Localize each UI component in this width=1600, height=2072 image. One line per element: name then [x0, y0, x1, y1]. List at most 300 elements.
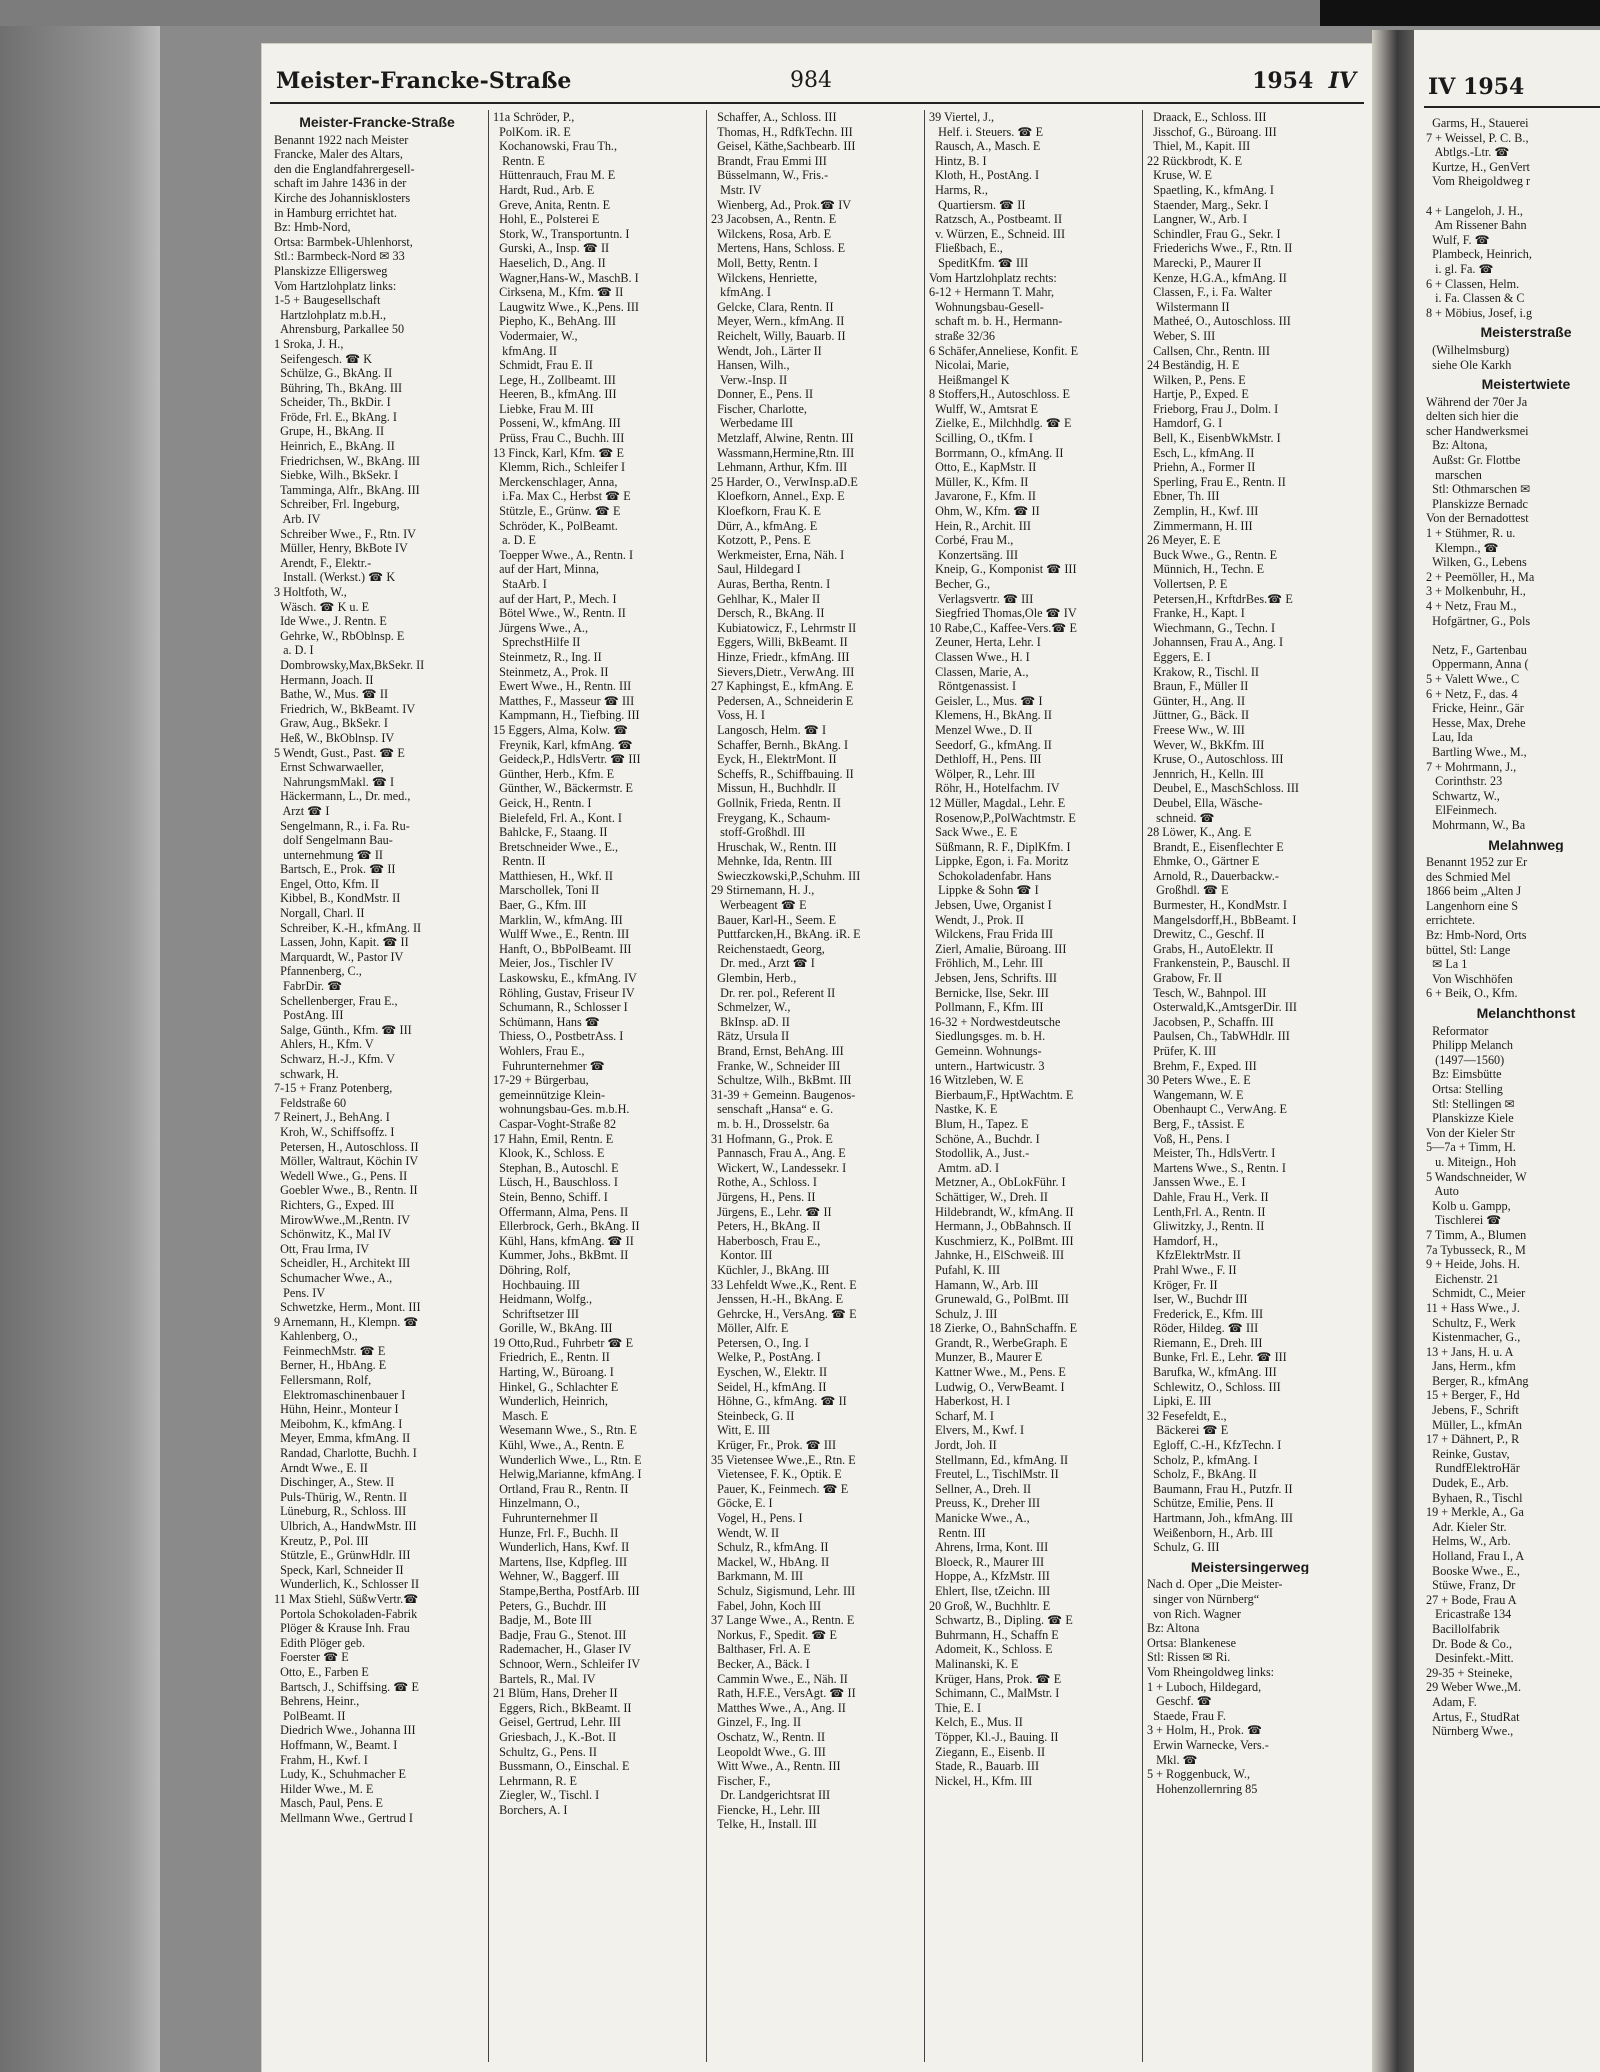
directory-line: Harting, W., Büroang. I — [493, 1365, 614, 1380]
directory-line: 6 + Netz, F., das. 4 — [1426, 686, 1518, 701]
directory-line: Hardt, Rud., Arb. E — [493, 182, 595, 197]
directory-line: Ernst Schwarwaeller, — [274, 760, 384, 775]
directory-line: Badje, M., Bote III — [493, 1613, 592, 1628]
directory-line: Jisschof, G., Büroang. III — [1147, 124, 1277, 139]
directory-line: Moll, Betty, Rentn. I — [711, 255, 818, 270]
directory-line: Ziegler, W., Tischl. I — [493, 1788, 600, 1803]
directory-line: Schultz, G., Pens. II — [493, 1744, 597, 1759]
directory-line: Kröger, Fr. II — [1147, 1277, 1218, 1292]
directory-line: Matthes Wwe., A., Ang. II — [711, 1700, 846, 1715]
column-3 — [706, 110, 921, 2062]
directory-line: Hohenzollernring 85 — [1147, 1781, 1258, 1796]
directory-line: Bz: Altona, — [1426, 438, 1488, 453]
directory-line: schwark, H. — [274, 1066, 339, 1081]
directory-line: Wickert, W., Landessekr. I — [711, 1160, 847, 1175]
directory-line: Langosch, Helm. ☎ I — [711, 722, 827, 737]
directory-line: Meyer, Emma, kfmAng. II — [274, 1431, 411, 1446]
running-head — [270, 62, 1364, 104]
directory-line: Fließbach, E., — [929, 241, 1003, 256]
directory-line: Helf. i. Steuers. ☎ E — [929, 124, 1044, 139]
directory-line: 9 Arnemann, H., Klempn. ☎ — [274, 1314, 419, 1329]
directory-line: Welke, P., PostAng. I — [711, 1350, 821, 1365]
directory-line: Lüsch, H., Bauschloss. I — [493, 1175, 618, 1190]
directory-line: Stade, R., Bauarb. III — [929, 1759, 1039, 1774]
directory-line: Lippke & Sohn ☎ I — [929, 883, 1039, 898]
directory-line: Stein, Benno, Schiff. I — [493, 1189, 608, 1204]
directory-line: Göcke, E. I — [711, 1496, 773, 1511]
directory-line: Weißenborn, H., Arb. III — [1147, 1525, 1273, 1540]
directory-line: Mehnke, Ida, Rentn. III — [711, 854, 833, 869]
directory-line: Brehm, F., Exped. III — [1147, 1058, 1257, 1073]
directory-line: Geisel, Gertrud, Lehr. III — [493, 1715, 621, 1730]
directory-line: Brandt, Frau Emmi III — [711, 153, 827, 168]
directory-line: Steinbeck, G. II — [711, 1408, 795, 1423]
directory-line: Döhring, Rolf, — [493, 1262, 571, 1277]
directory-line: Hinzelmann, O., — [493, 1496, 580, 1511]
directory-line: Bartsch, E., Prok. ☎ II — [274, 862, 396, 877]
directory-line: 19 Otto,Rud., Fuhrbetr ☎ E — [493, 1335, 634, 1350]
directory-line: gemeinnützige Klein- — [493, 1087, 606, 1102]
directory-line: 17-29 + Bürgerbau, — [493, 1073, 589, 1088]
directory-line: Martens Wwe., S., Rentn. I — [1147, 1160, 1286, 1175]
directory-line: Witt Wwe., A., Rentn. III — [711, 1759, 841, 1774]
directory-page-984 — [262, 44, 1372, 2072]
directory-line: Benannt 1922 nach Meister — [274, 132, 409, 147]
directory-line: Kochanowski, Frau Th., — [493, 139, 618, 154]
directory-line: Schwartz, W., — [1426, 788, 1500, 803]
directory-line: Schaffer, Bernh., BkAng. I — [711, 737, 849, 752]
directory-line: 30 Peters Wwe., E. E — [1147, 1073, 1251, 1088]
directory-line: Frankenstein, P., Bauschl. II — [1147, 956, 1291, 971]
directory-line: Heißmangel K — [929, 372, 1010, 387]
directory-line: Vom Hartzlohplatz links: — [274, 278, 397, 293]
directory-line: Foerster ☎ E — [274, 1650, 349, 1665]
directory-line: Zielke, E., Milchhdlg. ☎ E — [929, 416, 1072, 431]
directory-line: Kahlenberg, O., — [274, 1329, 358, 1344]
directory-line: Stork, W., Transportuntn. I — [493, 226, 630, 241]
directory-line: Pauer, K., Feinmech. ☎ E — [711, 1481, 849, 1496]
directory-line: Marschollek, Toni II — [493, 883, 600, 898]
directory-line: Vom Rheigoldweg r — [1426, 174, 1531, 189]
directory-line: Hanft, O., BbPolBeamt. III — [493, 941, 632, 956]
directory-line: Gemeinn. Wohnungs- — [929, 1044, 1042, 1058]
directory-line: Siegfried Thomas,Ole ☎ IV — [929, 606, 1077, 621]
directory-line: Lehrmann, R. E — [493, 1773, 577, 1788]
directory-line: Franke, W., Schneider III — [711, 1058, 841, 1073]
directory-line: Gurski, A., Insp. ☎ II — [493, 241, 610, 256]
directory-line: 6 Schäfer,Anneliese, Konfit. E — [929, 343, 1079, 358]
directory-line: Klook, K., Schloss. E — [493, 1146, 605, 1161]
directory-line: Eggers, Rich., BkBeamt. II — [493, 1700, 632, 1715]
directory-line: Vom Rheingoldweg links: — [1147, 1664, 1275, 1679]
directory-line: Mkl. ☎ — [1147, 1752, 1198, 1767]
directory-line: Hofgärtner, G., Pols — [1426, 613, 1531, 628]
directory-line: Von der Bernadottest — [1426, 511, 1529, 526]
directory-line: Oppermann, Anna ( — [1426, 657, 1529, 672]
directory-line: Freese Ww., W. III — [1147, 722, 1245, 737]
directory-line: Jürgens Wwe., A., — [493, 620, 589, 635]
directory-line: Petersen,H., KrftdrBes.☎ E — [1147, 591, 1293, 606]
street-heading: Meistersingerweg — [1190, 1559, 1310, 1575]
directory-line: Bahlcke, F., Staang. II — [493, 825, 608, 840]
directory-line: senschaft „Hansa“ e. G. — [711, 1102, 834, 1117]
directory-line: Freygang, K., Schaum- — [711, 810, 831, 825]
directory-line: Liebke, Frau M. III — [493, 401, 594, 416]
directory-line: Braun, F., Müller II — [1147, 679, 1249, 694]
directory-line: Hein, R., Archit. III — [929, 518, 1031, 533]
directory-line: Thiel, M., Kapit. III — [1147, 139, 1251, 154]
directory-line: Tamminga, Alfr., BkAng. III — [274, 482, 420, 497]
directory-line: Osterwald,K.,AmtsgerDir. III — [1147, 1000, 1297, 1015]
directory-line: Esch, L., kfmAng. II — [1147, 445, 1255, 460]
directory-line: Pens. IV — [274, 1285, 326, 1300]
directory-line: Schlewitz, O., Schloss. III — [1147, 1379, 1281, 1394]
directory-line: Johannsen, Frau A., Ang. I — [1147, 635, 1284, 650]
directory-line: Corbé, Frau M., — [929, 533, 1014, 548]
directory-line: SprechstHilfe II — [493, 635, 581, 650]
directory-line: Hartmann, Joh., kfmAng. III — [1147, 1511, 1293, 1525]
directory-line: SpeditKfm. ☎ III — [929, 255, 1029, 270]
directory-line: Schumacher Wwe., A., — [274, 1270, 393, 1285]
directory-line: Röder, Hildeg. ☎ III — [1147, 1321, 1259, 1336]
directory-line: Planskizze Kiele — [1426, 1111, 1514, 1126]
directory-line: Stephan, B., Autoschl. E — [493, 1160, 619, 1175]
directory-line: 9 + Heide, Johs. H. — [1426, 1257, 1520, 1272]
directory-line: 8 Stoffers,H., Autoschloss. E — [929, 387, 1070, 402]
directory-line: Plöger & Krause Inh. Frau — [274, 1621, 410, 1636]
directory-line: Wangemann, W. E — [1147, 1087, 1244, 1102]
directory-line: Kloefkorn, Frau K. E — [711, 504, 822, 519]
directory-line: Voß, H., Pens. I — [1147, 1131, 1230, 1146]
directory-line: Planskizze Bernadc — [1426, 496, 1528, 511]
directory-line: m. b. H., Drosselstr. 6a — [711, 1116, 830, 1131]
directory-line: Hinze, Friedr., kfmAng. III — [711, 649, 850, 664]
directory-line: Küchler, J., BkAng. III — [711, 1262, 830, 1277]
directory-line: Wiechmann, G., Techn. I — [1147, 620, 1276, 635]
street-heading: Melahnweg — [1488, 837, 1564, 853]
directory-line: Borrmann, O., kfmAng. II — [929, 445, 1064, 460]
directory-line: Edith Plöger geb. — [274, 1635, 366, 1650]
directory-line: errichtete. — [1426, 913, 1476, 928]
directory-line: Jenssen, H.-H., BkAng. E — [711, 1292, 844, 1307]
directory-line: PolBeamt. II — [274, 1708, 346, 1723]
directory-line: Kreutz, P., Pol. III — [274, 1533, 369, 1548]
directory-line: Hintz, B. I — [929, 153, 987, 168]
directory-line: Fellersmann, Rolf, — [274, 1373, 372, 1388]
directory-line: Laskowsku, E., kfmAng. IV — [493, 971, 637, 986]
directory-line: Gehrke, W., RbOblnsp. E — [274, 628, 405, 643]
directory-line: Berner, H., HbAng. E — [274, 1358, 387, 1373]
directory-line: Krakow, R., Tischl. II — [1147, 664, 1259, 679]
directory-line: Balthaser, Frl. A. E — [711, 1642, 811, 1657]
directory-line: Gorille, W., BkAng. III — [493, 1321, 613, 1336]
directory-line: 11a Schröder, P., — [493, 110, 575, 124]
directory-line: Wulf, F. ☎ — [1426, 232, 1490, 247]
directory-line: singer von Nürnberg“ — [1147, 1591, 1260, 1606]
directory-line: 11 + Hass Wwe., J. — [1426, 1300, 1520, 1315]
directory-line: Kubiatowicz, F., Lehrmstr II — [711, 620, 857, 635]
directory-line: Draack, E., Schloss. III — [1147, 110, 1267, 124]
directory-line: von Rich. Wagner — [1147, 1606, 1241, 1621]
directory-line: Reinke, Gustav, — [1426, 1446, 1510, 1461]
directory-line: Hüttenrauch, Frau M. E — [493, 168, 616, 183]
directory-line: Ludwig, O., VerwBeamt. I — [929, 1379, 1065, 1394]
directory-line: Friedrich, W., BkBeamt. IV — [274, 701, 416, 716]
directory-line: Masch, Paul, Pens. E — [274, 1796, 384, 1811]
directory-line: Zimmermann, H. III — [1147, 518, 1253, 533]
directory-line: 7 + Weissel, P. C. B., — [1426, 130, 1529, 145]
directory-line: auf der Hart, Minna, — [493, 562, 599, 577]
directory-line: Eichenstr. 21 — [1426, 1271, 1499, 1286]
directory-line: Stützle, E., GrünwHdlr. III — [274, 1548, 411, 1563]
directory-line: Zeuner, Herta, Lehr. I — [929, 635, 1041, 650]
directory-line: 32 Fesefeldt, E., — [1147, 1408, 1227, 1423]
directory-line: Heidmann, Wolfg., — [493, 1292, 592, 1307]
directory-line: Schindler, Frau G., Sekr. I — [1147, 226, 1281, 241]
directory-line: Günter, H., Ang. II — [1147, 693, 1246, 708]
directory-line: Schwarz, H.-J., Kfm. V — [274, 1052, 395, 1066]
directory-line: 5 Wandschneider, W — [1426, 1169, 1527, 1184]
directory-line: 7 Reinert, J., BehAng. I — [274, 1110, 390, 1125]
directory-line: 1866 beim „Alten J — [1426, 884, 1522, 899]
directory-line: Arndt Wwe., E. II — [274, 1460, 368, 1475]
directory-line: 3 Holtfoth, W., — [274, 585, 347, 599]
scan-background-left — [0, 0, 160, 2072]
directory-line: Meyer, Wern., kfmAng. II — [711, 314, 845, 329]
directory-line: Rentn. E — [493, 153, 545, 168]
directory-line: auf der Hart, P., Mech. I — [493, 591, 617, 606]
directory-line: Ohm, W., Kfm. ☎ II — [929, 504, 1040, 519]
directory-line: 28 Löwer, K., Ang. E — [1147, 825, 1252, 840]
directory-line: Puls-Thürig, W., Rentn. II — [274, 1489, 408, 1504]
directory-line: Stl: Rissen ✉ Ri. — [1147, 1650, 1231, 1665]
directory-line: Richters, G., Exped. III — [274, 1197, 395, 1212]
directory-line: Schultze, Wilh., BkBmt. III — [711, 1073, 852, 1088]
directory-line: Grupe, H., BkAng. II — [274, 424, 385, 439]
directory-line: Kibbel, B., KondMstr. II — [274, 891, 401, 906]
directory-line: Schmidt, Frau E. II — [493, 358, 593, 373]
directory-line: 8 + Möbius, Josef, i.g — [1426, 305, 1533, 320]
directory-line: Wilken, G., Lebens — [1426, 555, 1527, 570]
directory-columns — [270, 110, 1364, 2062]
directory-line: Iser, W., Buchdr III — [1147, 1292, 1248, 1307]
directory-line: Ortsa: Barmbek-Uhlenhorst, — [274, 234, 413, 249]
directory-line: Am Rissener Bahn — [1426, 218, 1527, 233]
directory-line: Wendt, W. II — [711, 1525, 780, 1540]
directory-line: Munzer, B., Maurer E — [929, 1350, 1043, 1365]
directory-line: 7 + Mohrmann, J., — [1426, 759, 1517, 774]
directory-line: Stampe,Bertha, PostfArb. III — [493, 1583, 640, 1598]
directory-line: Portola Schokoladen-Fabrik — [274, 1606, 418, 1621]
directory-line: Wever, W., BkKfm. III — [1147, 737, 1265, 752]
directory-line: Pollmann, F., Kfm. III — [929, 1000, 1044, 1015]
directory-line: Pedersen, A., Schneiderin E — [711, 693, 854, 708]
directory-line: Callsen, Chr., Rentn. III — [1147, 343, 1270, 358]
running-head-year-volume — [1252, 68, 1356, 94]
directory-line: Wehner, W., Baggerf. III — [493, 1569, 620, 1584]
directory-line: Bauer, Karl-H., Seem. E — [711, 912, 837, 927]
directory-line: Blum, H., Tapez. E — [929, 1116, 1029, 1131]
directory-line: Diedrich Wwe., Johanna III — [274, 1723, 416, 1738]
directory-line: 1 + Luboch, Hildegard, — [1147, 1679, 1262, 1694]
directory-line: Rosenow,P.,PolWachtmstr. E — [929, 810, 1076, 825]
directory-line: Reichenstaedt, Georg, — [711, 941, 825, 956]
directory-line: Röntgenassist. I — [929, 679, 1017, 694]
directory-line: Greve, Anita, Rentn. E — [493, 197, 611, 212]
directory-line: Brandt, E., Eisenflechter E — [1147, 839, 1284, 854]
directory-line: Höhne, G., kfmAng. ☎ II — [711, 1394, 847, 1409]
directory-line: Matthes, F., Masseur ☎ III — [493, 693, 635, 708]
directory-line: Geick, H., Rentn. I — [493, 795, 592, 810]
directory-line: Bacillolfabrik — [1426, 1621, 1500, 1636]
directory-line: Schreiber, Frl. Ingeburg, — [274, 497, 400, 512]
directory-line: Ortsa: Blankenese — [1147, 1635, 1237, 1650]
directory-line: Schütze, Emilie, Pens. II — [1147, 1496, 1274, 1511]
directory-line: büttel, Stl: Lange — [1426, 942, 1511, 957]
directory-line: Stützle, E., Grünw. ☎ E — [493, 504, 621, 519]
directory-line: Buhrmann, H., Schaffn E — [929, 1627, 1059, 1642]
directory-line: Saul, Hildegard I — [711, 562, 801, 577]
directory-line: Fuhrunternehmer II — [493, 1511, 598, 1525]
directory-line: Goebler Wwe., B., Rentn. II — [274, 1183, 418, 1198]
directory-line: Vodermaier, W., — [493, 328, 578, 343]
directory-line: Hamdorf, H., — [1147, 1233, 1219, 1248]
directory-line: Reichelt, Willy, Bauarb. II — [711, 328, 846, 343]
directory-line: Schulz, Sigismund, Lehr. III — [711, 1583, 856, 1598]
directory-line: Rothe, A., Schloss. I — [711, 1175, 817, 1190]
directory-line: Schulz, G. III — [1147, 1540, 1220, 1555]
directory-line: kfmAng. I — [711, 285, 771, 300]
directory-line: Kirche des Johannisklosters — [274, 190, 411, 205]
directory-line: Großhdl. ☎ E — [1147, 883, 1229, 898]
directory-line: PostAng. III — [274, 1008, 344, 1023]
directory-line: Stl: Stellingen ✉ — [1426, 1096, 1515, 1111]
directory-line: Rentn. III — [929, 1525, 986, 1540]
directory-line: Nickel, H., Kfm. III — [929, 1773, 1033, 1788]
directory-line: Matthiesen, H., Wkf. II — [493, 868, 613, 883]
directory-line: 31-39 + Gemeinn. Baugenos- — [711, 1087, 856, 1102]
directory-line: Mackel, W., HbAng. II — [711, 1554, 830, 1569]
directory-line: Vollertsen, P. E — [1147, 577, 1228, 591]
directory-line: Ellerbrock, Gerh., BkAng. II — [493, 1219, 640, 1234]
directory-line: Riemann, E., Dreh. III — [1147, 1335, 1263, 1350]
directory-line: Eggers, E. I — [1147, 649, 1211, 664]
directory-line: FabrDir. ☎ — [274, 979, 343, 994]
directory-line: Kistenmacher, G., — [1426, 1330, 1521, 1345]
directory-line: Jordt, Joh. II — [929, 1438, 997, 1453]
directory-line: Kontor. III — [711, 1248, 773, 1263]
directory-line: 27 Kaphingst, E., kfmAng. E — [711, 679, 854, 694]
directory-line: Verw.-Insp. II — [711, 372, 788, 387]
directory-line: schneid. ☎ — [1147, 810, 1215, 825]
directory-line: Mohrmann, W., Ba — [1426, 817, 1526, 832]
directory-line: Pfannenberg, C., — [274, 964, 362, 979]
directory-line: Harms, R., — [929, 182, 988, 197]
directory-line: Barkmann, M. III — [711, 1569, 804, 1584]
column-2 — [488, 110, 703, 2062]
directory-line: Arzt ☎ I — [274, 803, 330, 818]
directory-line: (Wilhelmsburg) — [1426, 342, 1510, 357]
directory-line: Jahnke, H., ElSchweiß. III — [929, 1248, 1065, 1263]
directory-line: Francke, Maler des Altars, — [274, 147, 403, 162]
directory-line: Egloff, C.-H., KfzTechn. I — [1147, 1438, 1282, 1453]
directory-line: Bloeck, R., Maurer III — [929, 1554, 1045, 1569]
directory-line: Toepper Wwe., A., Rentn. I — [493, 547, 634, 562]
directory-line: Bussmann, O., Einschal. E — [493, 1759, 630, 1774]
directory-line: Seidel, H., kfmAng. II — [711, 1379, 827, 1394]
directory-line: Geideck,P., HdlsVertr. ☎ III — [493, 752, 641, 767]
directory-line: 13 + Jans, H. u. A — [1426, 1344, 1514, 1359]
directory-line: Nicolai, Marie, — [929, 358, 1010, 373]
directory-line: 24 Beständig, H. E — [1147, 358, 1240, 373]
directory-line: Schellenberger, Frau E., — [274, 993, 398, 1008]
directory-line: FeinmechMstr. ☎ E — [274, 1343, 386, 1358]
directory-line: Schönwitz, K., Mal IV — [274, 1227, 392, 1242]
directory-line: Schwetzke, Herm., Mont. III — [274, 1300, 421, 1315]
directory-line: Sack Wwe., E. E — [929, 825, 1018, 840]
directory-line: Classen, F., i. Fa. Walter — [1147, 285, 1272, 300]
directory-line: Dombrowsky,Max,BkSekr. II — [274, 657, 425, 672]
directory-line: i.Fa. Max C., Herbst ☎ E — [493, 489, 631, 504]
directory-line: Caspar-Voght-Straße 82 — [493, 1116, 617, 1131]
directory-line: 17 + Dähnert, P., R — [1426, 1432, 1520, 1447]
directory-line: Von Wischhöfen — [1426, 971, 1513, 986]
book-gutter — [1372, 30, 1414, 2072]
directory-line: Swieczkowski,P.,Schuhm. III — [711, 868, 861, 883]
directory-line: Wunderlich, Hans, Kwf. II — [493, 1540, 630, 1555]
directory-line: Jüttner, G., Bäck. II — [1147, 708, 1250, 723]
directory-line: Zemplin, H., Kwf. III — [1147, 504, 1259, 519]
directory-line: Barufka, W., kfmAng. III — [1147, 1365, 1277, 1380]
directory-line: Erwin Warnecke, Vers.- — [1147, 1737, 1269, 1752]
directory-line: Fröde, Frl. E., BkAng. I — [274, 409, 397, 424]
directory-line: Plambeck, Heinrich, — [1426, 247, 1532, 262]
directory-line: Witt, E. III — [711, 1423, 771, 1438]
directory-line: Manicke Wwe., A., — [929, 1511, 1030, 1525]
directory-line: Jürgens, E., Lehr. ☎ II — [711, 1204, 832, 1219]
directory-line: Helms, W., Arb. — [1426, 1534, 1511, 1549]
directory-line: Süßmann, R. F., DiplKfm. I — [929, 839, 1071, 854]
directory-line: stoff-Großhdl. III — [711, 825, 806, 840]
directory-line: Schulz, R., kfmAng. II — [711, 1540, 829, 1555]
directory-line: Wendt, Joh., Lärter II — [711, 343, 822, 358]
directory-line: Masch. E — [493, 1408, 549, 1423]
directory-line: Petersen, H., Autoschloss. II — [274, 1139, 419, 1154]
directory-line: Scheidler, H., Architekt III — [274, 1256, 411, 1271]
directory-line: Berg, F., tAssist. E — [1147, 1116, 1245, 1131]
directory-line: Lippke, Egon, i. Fa. Moritz — [929, 854, 1069, 869]
directory-line: Scheffs, R., Schiffbauing. II — [711, 766, 854, 781]
directory-line: 29-35 + Steineke, — [1426, 1665, 1513, 1680]
directory-line: Schülze, G., BkAng. II — [274, 366, 393, 381]
directory-line: Stodollik, A., Just.- — [929, 1146, 1030, 1161]
directory-line: Scholz, P., kfmAng. I — [1147, 1452, 1258, 1467]
directory-line: Kuschmierz, K., PolBmt. III — [929, 1233, 1074, 1248]
directory-line: Berger, R., kfmAng — [1426, 1373, 1529, 1388]
directory-line: Ginzel, F., Ing. II — [711, 1715, 802, 1730]
directory-line: Lüneburg, R., Schloss. III — [274, 1504, 407, 1519]
directory-line: Fischer, F., — [711, 1773, 771, 1788]
directory-line: Meibohm, K., kfmAng. I — [274, 1416, 403, 1431]
directory-line: 7-15 + Franz Potenberg, — [274, 1081, 393, 1096]
directory-line: Kattner Wwe., M., Pens. E — [929, 1365, 1066, 1380]
directory-line: Werbeagent ☎ E — [711, 898, 807, 913]
directory-line: Hilder Wwe., M. E — [274, 1781, 374, 1796]
directory-line: Eyschen, W., Elektr. II — [711, 1365, 828, 1380]
directory-line: Büsselmann, W., Fris.- — [711, 168, 829, 183]
directory-line: Ericastraße 134 — [1426, 1607, 1512, 1622]
directory-line: Frederick, E., Kfm. III — [1147, 1306, 1264, 1321]
